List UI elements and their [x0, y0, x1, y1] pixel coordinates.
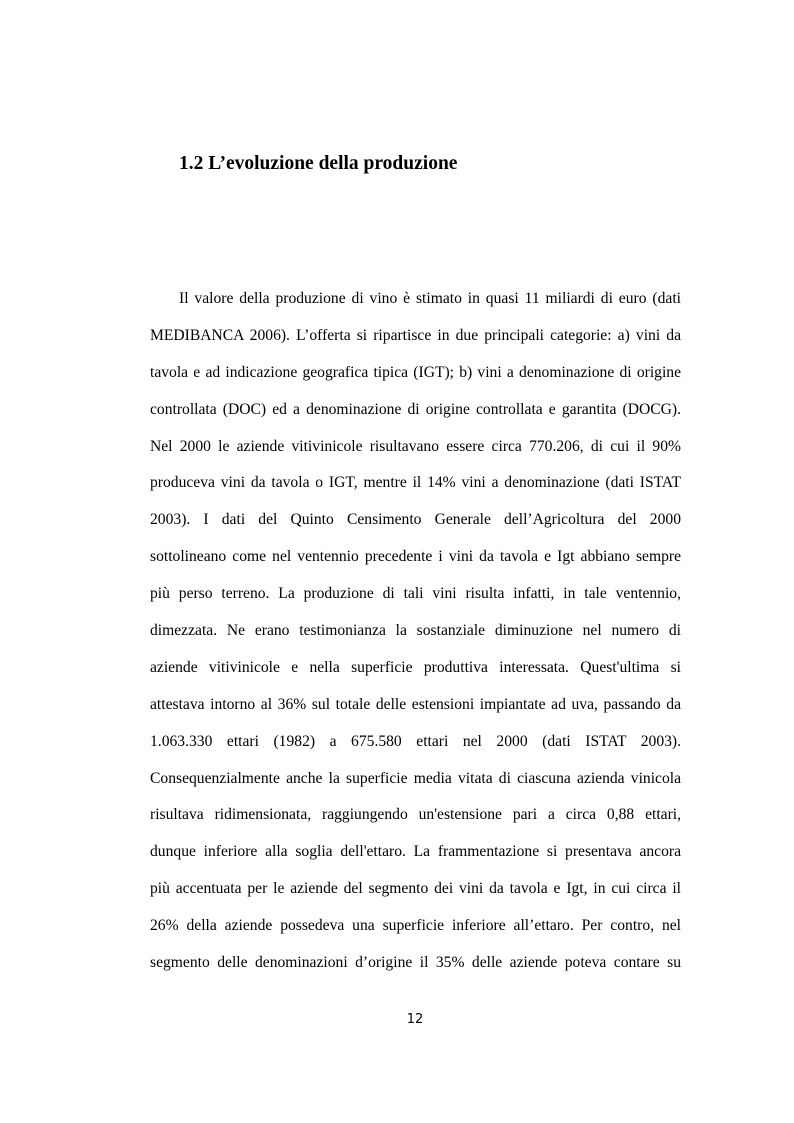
text-line: sottolineano come nel ventennio precedente i vini da tavola e Igt abbiano sempre [150, 548, 681, 566]
body-paragraph [150, 286, 681, 987]
text-line: risultava ridimensionata, raggiungendo un'estensione pari a circa 0,88 ettari, [150, 806, 681, 824]
text-line: controllata (DOC) ed a denominazione di origine controllata e garantita (DOCG). [150, 400, 681, 418]
text-line: MEDIBANCA 2006). L’offerta si ripartisce in due principali categorie: a) vini da [150, 326, 681, 344]
section-heading: 1.2 L’evoluzione della produzione [179, 153, 458, 174]
text-line: Consequenzialmente anche la superficie media vitata di ciascuna azienda vinicola [150, 769, 681, 787]
text-line: 2003). I dati del Quinto Censimento Generale dell’Agricoltura del 2000 [150, 511, 681, 529]
text-line: 26% della aziende possedeva una superficie inferiore all’ettaro. Per contro, nel [150, 917, 681, 935]
text-line: più perso terreno. La produzione di tali vini risulta infatti, in tale ventennio, [150, 585, 681, 603]
text-line: Nel 2000 le aziende vitivinicole risultavano essere circa 770.206, di cui il 90% [150, 437, 681, 455]
text-line: produceva vini da tavola o IGT, mentre il 14% vini a denominazione (dati ISTAT [150, 474, 681, 492]
text-line: 1.063.330 ettari (1982) a 675.580 ettari nel 2000 (dati ISTAT 2003). [150, 732, 681, 750]
text-line: Il valore della produzione di vino è stimato in quasi 11 miliardi di euro (dati [179, 290, 681, 307]
text-line: segmento delle denominazioni d’origine il 35% delle aziende poteva contare su [150, 954, 681, 972]
page-number: 12 [406, 1012, 424, 1027]
text-line: attestava intorno al 36% sul totale delle estensioni impiantate ad uva, passando da [150, 695, 681, 713]
text-line: tavola e ad indicazione geografica tipica (IGT); b) vini a denominazione di origine [150, 363, 681, 381]
text-line: dimezzata. Ne erano testimonianza la sostanziale diminuzione nel numero di [150, 622, 681, 640]
text-line: più accentuata per le aziende del segmento dei vini da tavola e Igt, in cui circa il [150, 880, 681, 898]
text-line: dunque inferiore alla soglia dell'ettaro. La frammentazione si presentava ancora [150, 843, 681, 861]
text-line: aziende vitivinicole e nella superficie produttiva interessata. Quest'ultima si [150, 658, 681, 676]
